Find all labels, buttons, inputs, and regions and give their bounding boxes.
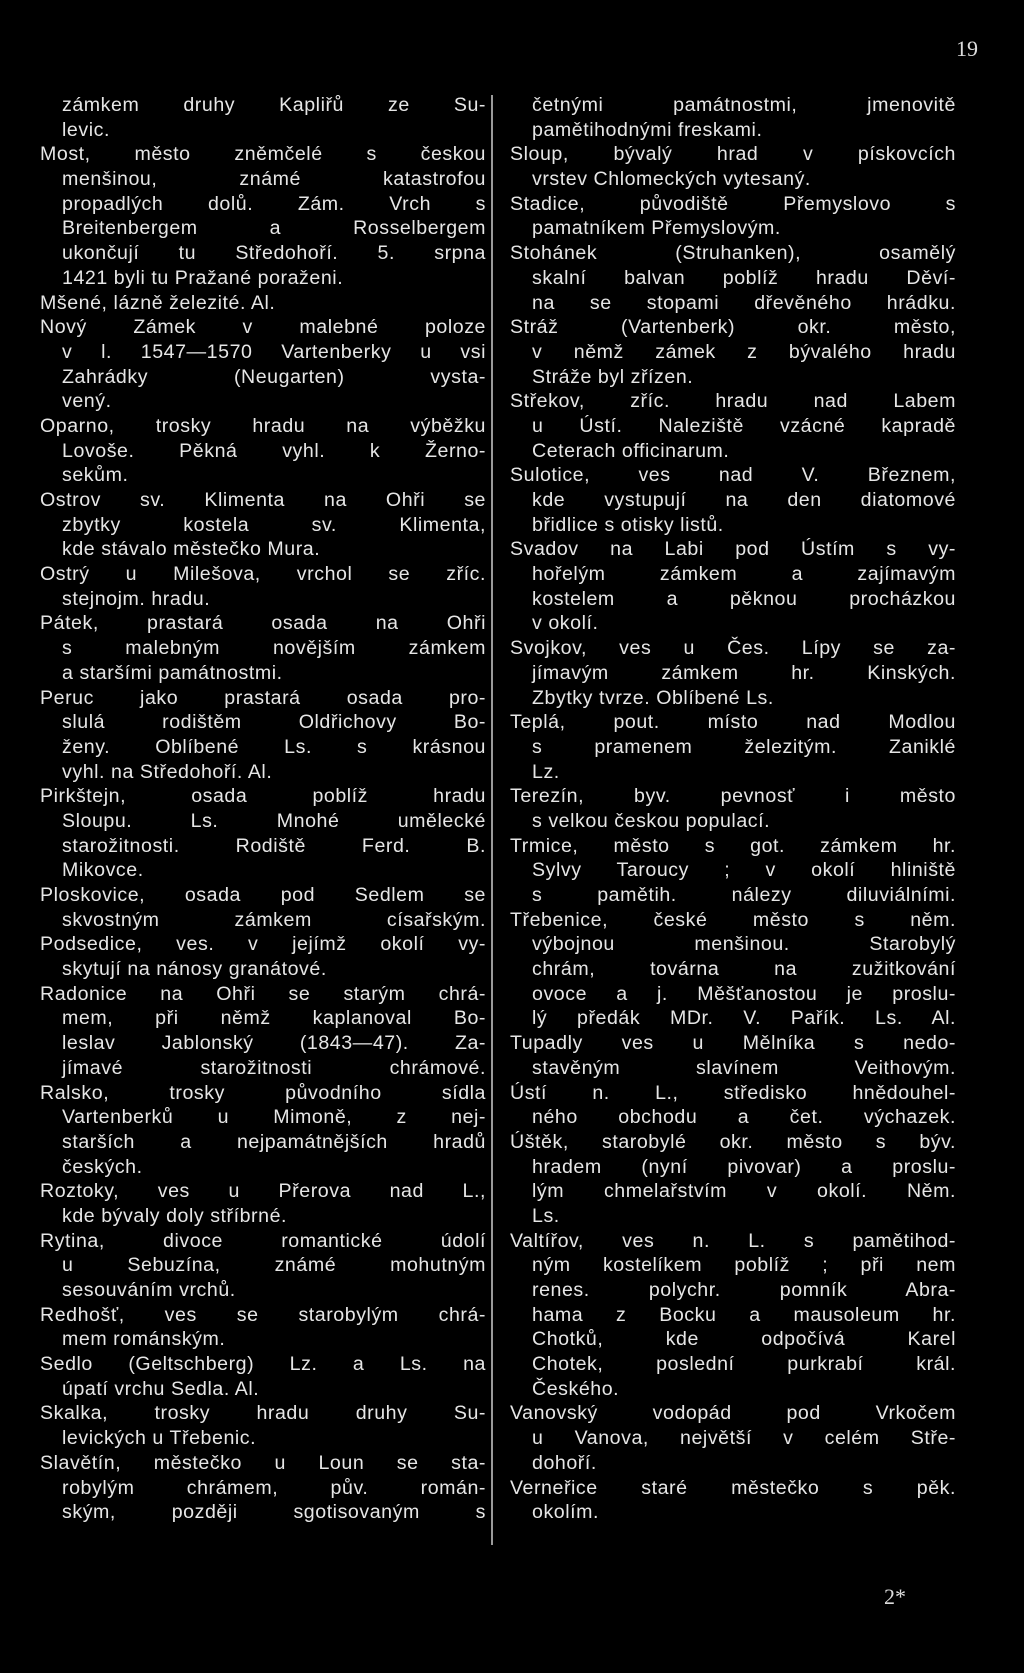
text-line: Ralsko, trosky původního sídla xyxy=(40,1081,486,1104)
text-line: Třebenice, české město s něm. xyxy=(510,908,956,931)
text-line: s pramenem železitým. Zaniklé xyxy=(532,735,956,758)
text-line: Sedlo (Geltschberg) Lz. a Ls. na xyxy=(40,1353,486,1376)
text-line: sekům. xyxy=(62,464,129,487)
text-line: kde stávalo městečko Mura. xyxy=(62,538,321,561)
text-line: Trmice, město s got. zámkem hr. xyxy=(510,834,956,857)
text-line: Rytina, divoce romantické údolí xyxy=(40,1229,486,1252)
text-line: robylým chrámem, pův. román- xyxy=(62,1476,486,1499)
text-line: Sloupu. Ls. Mnohé umělecké xyxy=(62,809,486,832)
text-line: Valtířov, ves n. L. s pamětihod- xyxy=(510,1229,956,1252)
text-line: pamětihodnými freskami. xyxy=(532,118,763,141)
text-line: Vartenberků u Mimoně, z nej- xyxy=(62,1106,486,1129)
text-line: ovoce a j. Měšťanostou je proslu- xyxy=(532,982,956,1005)
text-line: v l. 1547—1570 Vartenberky u vsi xyxy=(62,340,486,363)
text-line: vyhl. na Středohoří. Al. xyxy=(62,760,273,783)
text-line: starožitnosti. Rodiště Ferd. B. xyxy=(62,834,486,857)
page-number: 19 xyxy=(956,36,978,61)
text-line: Chotků, kde odpočívá Karel xyxy=(532,1328,956,1351)
text-line: slulá rodištěm Oldřichovy Bo- xyxy=(62,711,486,734)
text-line: lým chmelařstvím v okolí. Něm. xyxy=(532,1180,956,1203)
text-line: Chotek, poslední purkrabí král. xyxy=(532,1353,956,1376)
text-line: Most, město zněmčelé s českou xyxy=(40,143,486,166)
text-line: kostelem a pěknou procházkou xyxy=(532,587,956,610)
text-line: a staršími památnostmi. xyxy=(62,661,283,684)
text-line: skytují na nánosy granátové. xyxy=(62,958,327,981)
text-line: lý předák MDr. V. Pařík. Ls. Al. xyxy=(532,1007,956,1030)
text-line: vený. xyxy=(62,390,112,413)
text-line: Nový Zámek v malebné poloze xyxy=(40,316,486,339)
column-divider xyxy=(491,95,493,1545)
text-line: jímavým zámkem hr. Kinských. xyxy=(532,661,956,684)
text-line: s pamětih. nálezy diluviálními. xyxy=(532,884,956,906)
text-line: sesouváním vrchů. xyxy=(62,1279,236,1301)
text-line: Svadov na Labi pod Ústím s vy- xyxy=(510,538,956,561)
text-line: kde vystupují na den diatomové xyxy=(532,489,956,511)
text-line: stavěným slavínem Veithovým. xyxy=(532,1056,956,1079)
text-line: v okolí. xyxy=(532,612,599,635)
text-line: Breitenbergem a Rosselbergem xyxy=(62,217,486,240)
text-line: Tupadly ves u Mělníka s nedo- xyxy=(510,1032,956,1055)
text-line: chrám, továrna na zužitkování xyxy=(532,958,956,981)
text-line: Peruc jako prastará osada pro- xyxy=(40,686,486,709)
text-line: okolím. xyxy=(532,1501,600,1524)
text-line: Stadice, původiště Přemyslovo s xyxy=(510,192,956,215)
text-line: levic. xyxy=(62,118,110,141)
text-line: hořelým zámkem a zajímavým xyxy=(532,563,956,586)
text-line: Svojkov, ves u Čes. Lípy se za- xyxy=(510,637,956,660)
text-line: ného obchodu a čet. výchazek. xyxy=(532,1106,956,1129)
text-line: Teplá, pout. místo nad Modlou xyxy=(510,711,956,734)
text-line: Vanovský vodopád pod Vrkočem xyxy=(510,1402,956,1425)
text-line: Úštěk, starobylé okr. město s býv. xyxy=(510,1130,956,1153)
text-line: mem, při němž kaplanoval Bo- xyxy=(62,1007,486,1030)
text-line: Podsedice, ves. v jejímž okolí vy- xyxy=(40,933,486,956)
text-line: hama z Bocku a mausoleum hr. xyxy=(532,1303,956,1326)
text-line: hradem (nyní pivovar) a proslu- xyxy=(532,1155,956,1178)
text-line: stejnojm. hradu. xyxy=(62,587,211,610)
text-line: Stráže byl zřízen. xyxy=(532,365,694,388)
text-line: břidlice s otisky listů. xyxy=(532,513,724,536)
text-line: Terezín, byv. pevnosť i město xyxy=(510,785,956,808)
text-line: Ústí n. L., středisko hnědouhel- xyxy=(510,1081,956,1104)
text-line: Českého. xyxy=(532,1377,620,1400)
text-line: Stráž (Vartenberk) okr. město, xyxy=(510,316,956,339)
text-line: vrstev Chlomeckých vytesaný. xyxy=(532,168,811,191)
text-line: Pirkštejn, osada poblíž hradu xyxy=(40,785,486,808)
text-line: u Ústí. Naleziště vzácné kapradě xyxy=(532,414,956,437)
text-line: u Sebuzína, známé mohutným xyxy=(62,1254,486,1277)
text-line: výbojnou menšinou. Starobylý xyxy=(532,933,956,956)
text-line: úpatí vrchu Sedla. Al. xyxy=(62,1377,260,1400)
text-line: leslav Jablonský (1843—47). Za- xyxy=(62,1032,486,1055)
text-line: Mikovce. xyxy=(62,859,144,882)
text-line: Ceterach officinarum. xyxy=(532,439,730,462)
text-line: českých. xyxy=(62,1155,143,1178)
text-line: u Vanova, největší v celém Stře- xyxy=(532,1427,956,1450)
text-line: menšinou, známé katastrofou xyxy=(62,168,486,191)
text-line: skvostným zámkem císařským. xyxy=(62,908,486,931)
text-line: Pátek, prastará osada na Ohři xyxy=(40,612,486,635)
text-line: Oparno, trosky hradu na výběžku xyxy=(40,414,486,437)
text-line: Sloup, bývalý hrad v pískovcích xyxy=(510,143,956,166)
text-line: ným kostelíkem poblíž ; při nem xyxy=(532,1254,956,1277)
text-line: Střekov, zříc. hradu nad Labem xyxy=(510,390,956,413)
text-line: levických u Třebenic. xyxy=(62,1427,257,1450)
text-line: Ostrý u Milešova, vrchol se zříc. xyxy=(40,563,486,586)
text-line: Radonice na Ohři se starým chrá- xyxy=(40,982,486,1005)
right-column xyxy=(510,93,956,1525)
text-line: skalní balvan poblíž hradu Děví- xyxy=(532,266,956,289)
text-line: ženy. Oblíbené Ls. s krásnou xyxy=(62,735,486,758)
text-line: Ls. xyxy=(532,1204,560,1227)
text-line: četnými památnostmi, jmenovitě xyxy=(532,94,956,116)
text-line: ukončují tu Středohoří. 5. srpna xyxy=(62,242,486,265)
text-line: zbytky kostela sv. Klimenta, xyxy=(62,513,486,536)
text-line: Verneřice staré městečko s pěk. xyxy=(510,1476,956,1499)
text-line: ským, později sgotisovaným s xyxy=(62,1501,486,1524)
text-line: s malebným novějším zámkem xyxy=(62,637,486,660)
text-line: s velkou českou populací. xyxy=(532,809,771,832)
text-line: dohoří. xyxy=(532,1451,597,1474)
text-line: Stohánek (Struhanken), osamělý xyxy=(510,242,956,265)
signature-mark: 2* xyxy=(884,1584,906,1609)
text-line: na se stopami dřevěného hrádku. xyxy=(532,291,956,314)
text-line: Ploskovice, osada pod Sedlem se xyxy=(40,884,486,906)
text-line: Roztoky, ves u Přerova nad L., xyxy=(40,1180,486,1203)
text-line: v němž zámek z bývalého hradu xyxy=(532,340,956,363)
text-line: starších a nejpamátnějších hradů xyxy=(62,1130,486,1153)
text-line: Mšené, lázně železité. Al. xyxy=(40,291,276,314)
text-line: Lz. xyxy=(532,760,560,783)
text-line: jímavé starožitnosti chrámové. xyxy=(62,1056,486,1079)
text-line: zámkem druhy Kapliřů ze Su- xyxy=(62,94,486,116)
text-line: Sylvy Taroucy ; v okolí hliniště xyxy=(532,859,956,882)
text-line: mem románským. xyxy=(62,1328,226,1351)
text-line: Slavětín, městečko u Loun se sta- xyxy=(40,1451,486,1474)
text-line: pamatníkem Přemyslovým. xyxy=(532,217,781,240)
text-line: Lovoše. Pěkná vyhl. k Žerno- xyxy=(62,439,486,462)
text-line: kde bývaly doly stříbrné. xyxy=(62,1204,288,1227)
text-line: 1421 byli tu Pražané poraženi. xyxy=(62,266,344,289)
text-line: renes. polychr. pomník Abra- xyxy=(532,1279,956,1301)
text-line: Zahrádky (Neugarten) vysta- xyxy=(62,365,486,388)
left-column xyxy=(40,93,486,1525)
text-line: Zbytky tvrze. Oblíbené Ls. xyxy=(532,686,774,709)
text-line: Skalka, trosky hradu druhy Su- xyxy=(40,1402,486,1425)
text-line: Redhošť, ves se starobylým chrá- xyxy=(40,1303,486,1326)
text-line: Sulotice, ves nad V. Březnem, xyxy=(510,464,956,487)
text-line: Ostrov sv. Klimenta na Ohři se xyxy=(40,489,486,511)
text-line: propadlých dolů. Zám. Vrch s xyxy=(62,192,486,215)
